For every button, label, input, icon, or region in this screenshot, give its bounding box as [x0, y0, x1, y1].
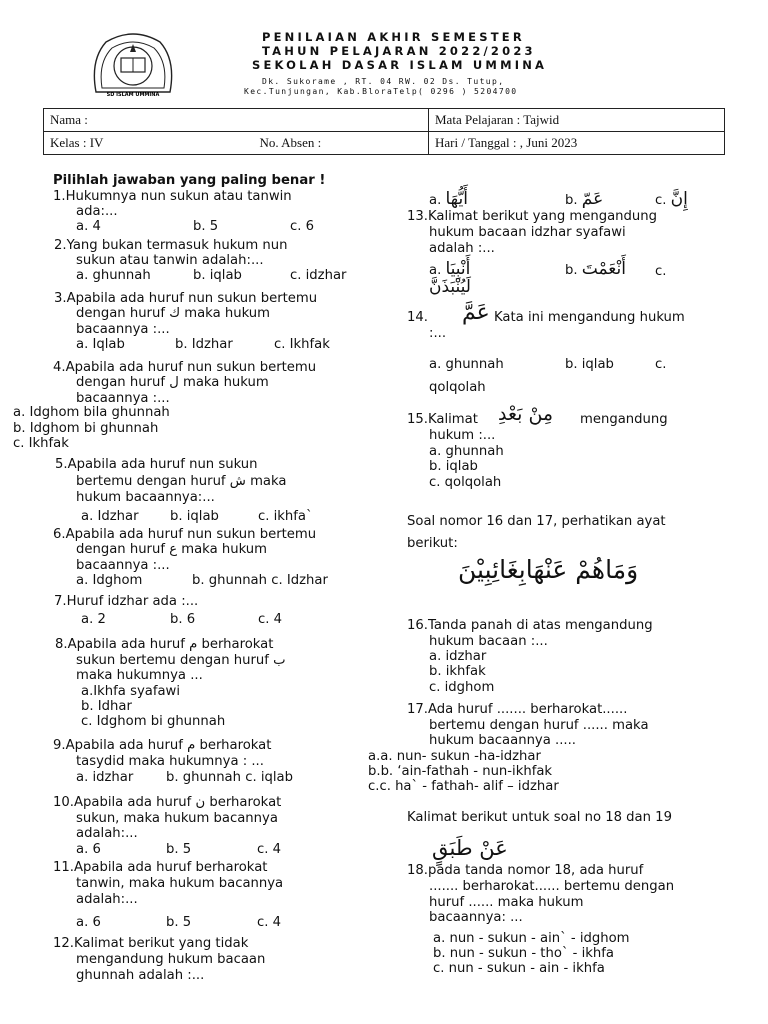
- option-14a[interactable]: a. ghunnah: [429, 357, 504, 372]
- question-6-cont: dengan huruf ع maka hukum: [76, 542, 268, 557]
- option-10a[interactable]: a. 6: [76, 842, 101, 857]
- kelas-absen-field[interactable]: [44, 132, 429, 155]
- question-4-cont: dengan huruf ل maka hukum: [76, 375, 269, 390]
- question-7: 7.Huruf idzhar ada :...: [54, 594, 199, 609]
- option-14b[interactable]: b. iqlab: [565, 357, 614, 372]
- option-14c-cont: qolqolah: [429, 380, 486, 395]
- option-3c[interactable]: c. Ikhfak: [274, 337, 330, 352]
- option-8b[interactable]: b. Idhar: [81, 699, 132, 714]
- option-12a-arabic: أَيُّهَا: [445, 189, 468, 209]
- option-2c[interactable]: c. idzhar: [290, 268, 347, 283]
- option-10b[interactable]: b. 5: [166, 842, 192, 857]
- question-13-cont: hukum bacaan idzhar syafawi: [429, 225, 626, 240]
- option-12a-letter: a.: [429, 193, 442, 208]
- option-18c[interactable]: c. nun - sukun - ain - ikhfa: [433, 961, 605, 976]
- logo-text: SD ISLAM UMMINA: [106, 92, 160, 98]
- option-6bc[interactable]: b. ghunnah c. Idzhar: [192, 573, 328, 588]
- option-11b[interactable]: b. 5: [166, 915, 192, 930]
- address-line-1: Dk. Sukorame , RT. 04 RW. 02 Ds. Tutup,: [262, 77, 505, 86]
- option-12b[interactable]: [565, 189, 604, 209]
- header-line-1: PENILAIAN AKHIR SEMESTER: [262, 30, 525, 44]
- option-6a[interactable]: a. Idghom: [76, 573, 143, 588]
- question-18: 18.pada tanda nomor 18, ada huruf: [407, 863, 644, 878]
- option-7a[interactable]: a. 2: [81, 612, 106, 627]
- absen-label: No. Absen :: [259, 135, 322, 150]
- question-13-cont2: adalah :...: [429, 241, 495, 256]
- school-logo: [86, 30, 180, 102]
- option-10c[interactable]: c. 4: [257, 842, 282, 857]
- question-5: 5.Apabila ada huruf nun sukun: [55, 457, 258, 472]
- option-15b[interactable]: b. iqlab: [429, 459, 478, 474]
- question-8: 8.Apabila ada huruf م berharokat: [55, 637, 274, 652]
- soal-16-17-intro-cont: berikut:: [407, 536, 458, 551]
- option-9a[interactable]: a. idzhar: [76, 770, 134, 785]
- instruction: Pilihlah jawaban yang paling benar !: [53, 173, 326, 188]
- question-15-cont2: hukum :...: [429, 428, 496, 443]
- question-5-cont: bertemu dengan huruf ش maka: [76, 474, 287, 489]
- option-17a[interactable]: a.a. nun- sukun -ha-idzhar: [368, 749, 541, 764]
- option-14c[interactable]: c.: [655, 357, 667, 372]
- question-13: 13.Kalimat berikut yang mengandung: [407, 209, 658, 224]
- question-18-cont: ....... berharokat...... bertemu dengan: [429, 879, 675, 894]
- question-9-cont: tasydid maka hukumnya : ...: [76, 754, 264, 769]
- question-17: 17.Ada huruf ....... berharokat......: [407, 702, 628, 717]
- option-4c[interactable]: c. Ikhfak: [13, 436, 69, 451]
- question-10-cont: sukun, maka hukum bacannya: [76, 811, 278, 826]
- question-2-cont: sukun atau tanwin adalah:...: [76, 253, 264, 268]
- option-13c-letter[interactable]: c.: [655, 264, 667, 279]
- option-16b[interactable]: b. ikhfak: [429, 664, 486, 679]
- option-13a-arabic: أَنْبِيَا: [445, 259, 471, 279]
- option-18a[interactable]: a. nun - sukun - ain` - idghom: [433, 931, 630, 946]
- option-12a[interactable]: [429, 189, 468, 209]
- question-8-cont2: maka hukumnya ...: [76, 668, 203, 683]
- question-16-cont: hukum bacaan :...: [429, 634, 548, 649]
- option-12c-arabic: إِنَّ: [670, 189, 688, 209]
- option-2a[interactable]: a. ghunnah: [76, 268, 151, 283]
- option-12c[interactable]: [655, 189, 688, 209]
- question-5-cont2: hukum bacaannya:...: [76, 490, 215, 505]
- option-13c-arabic: لَيُنْبَذَنَّ: [429, 277, 471, 297]
- option-5b[interactable]: b. iqlab: [170, 509, 219, 524]
- question-17-cont: bertemu dengan huruf ...... maka: [429, 718, 649, 733]
- question-3-cont2: bacaannya :...: [76, 322, 170, 337]
- option-4b[interactable]: b. Idghom bi ghunnah: [13, 421, 159, 436]
- option-2b[interactable]: b. iqlab: [193, 268, 242, 283]
- option-1a[interactable]: a. 4: [76, 219, 101, 234]
- option-1c[interactable]: c. 6: [290, 219, 315, 234]
- option-15a[interactable]: a. ghunnah: [429, 444, 504, 459]
- address-line-2: Kec.Tunjungan, Kab.BloraTelp( 0296 ) 5204700: [244, 87, 518, 96]
- option-16c[interactable]: c. idghom: [429, 680, 495, 695]
- question-15: 15.Kalimat: [407, 412, 478, 427]
- question-8-cont: sukun bertemu dengan huruf ب: [76, 653, 286, 668]
- option-13b-letter: b.: [565, 263, 578, 278]
- question-4: 4.Apabila ada huruf nun sukun bertemu: [53, 360, 317, 375]
- question-18-cont2: huruf ...... maka hukum: [429, 895, 584, 910]
- question-3: 3.Apabila ada huruf nun sukun bertemu: [54, 291, 318, 306]
- student-info-table: [43, 108, 725, 155]
- question-15-cont: mengandung: [580, 412, 668, 427]
- question-3-cont: dengan huruf ك maka hukum: [76, 306, 271, 321]
- question-12: 12.Kalimat berikut yang tidak: [53, 936, 249, 951]
- question-17-cont2: hukum bacaannya .....: [429, 733, 576, 748]
- question-11-cont: tanwin, maka hukum bacannya: [76, 876, 284, 891]
- option-13b[interactable]: [565, 259, 626, 279]
- question-11-cont2: adalah:...: [76, 892, 138, 907]
- option-15c[interactable]: c. qolqolah: [429, 475, 502, 490]
- option-3b[interactable]: b. Idzhar: [175, 337, 233, 352]
- question-1: 1.Hukumnya nun sukun atau tanwin: [53, 189, 292, 204]
- option-1b[interactable]: b. 5: [193, 219, 219, 234]
- question-10-cont2: adalah:...: [76, 826, 138, 841]
- question-1-cont: ada:...: [76, 204, 118, 219]
- option-8a[interactable]: a.Ikhfa syafawi: [81, 684, 181, 699]
- soal-18-19-intro: Kalimat berikut untuk soal no 18 dan 19: [407, 810, 672, 825]
- option-17b[interactable]: b.b. ‘ain-fathah - nun-ikhfak: [368, 764, 553, 779]
- soal-18-arabic: عَنْ طَبَقٍ: [432, 836, 508, 860]
- soal-16-17-intro: Soal nomor 16 dan 17, perhatikan ayat: [407, 514, 666, 529]
- option-12c-letter: c.: [655, 193, 667, 208]
- question-14: Kata ini mengandung hukum: [494, 310, 685, 325]
- ayat-arabic: وَمَاهُمْ عَنْهَابِغَائِبِيْنَ: [458, 555, 639, 584]
- tanggal-field[interactable]: Hari / Tanggal : , Juni 2023: [429, 132, 725, 155]
- option-11a[interactable]: a. 6: [76, 915, 101, 930]
- question-6: 6.Apabila ada huruf nun sukun bertemu: [53, 527, 317, 542]
- option-11c[interactable]: c. 4: [257, 915, 282, 930]
- question-10: 10.Apabila ada huruf ن berharokat: [53, 795, 282, 810]
- option-17c[interactable]: c.c. ha` - fathah- alif – idzhar: [368, 779, 559, 794]
- option-18b[interactable]: b. nun - sukun - tho` - ikhfa: [433, 946, 615, 961]
- question-14-cont: :...: [429, 326, 447, 341]
- mata-pelajaran-field: Mata Pelajaran : Tajwid: [429, 109, 725, 132]
- question-6-cont2: bacaannya :...: [76, 558, 170, 573]
- option-8c[interactable]: c. Idghom bi ghunnah: [81, 714, 226, 729]
- question-14-number: 14.: [407, 310, 428, 325]
- kelas-label: Kelas : IV: [50, 135, 104, 150]
- option-13a-letter: a.: [429, 263, 442, 278]
- option-4a[interactable]: a. Idghom bila ghunnah: [13, 405, 170, 420]
- option-3a[interactable]: a. Iqlab: [76, 337, 125, 352]
- option-12b-letter: b.: [565, 193, 578, 208]
- option-5a[interactable]: a. Idzhar: [81, 509, 139, 524]
- question-11: 11.Apabila ada huruf berharokat: [53, 860, 268, 875]
- option-13b-arabic: أَنْعَمْتَ: [581, 259, 626, 279]
- question-12-cont2: ghunnah adalah :...: [76, 968, 205, 983]
- option-12b-arabic: عَمّ: [581, 189, 604, 209]
- question-18-cont3: bacaannya: ...: [429, 910, 523, 925]
- question-14-arabic: عَمَّ: [462, 300, 490, 325]
- question-4-cont2: bacaannya :...: [76, 391, 170, 406]
- option-7c[interactable]: c. 4: [258, 612, 283, 627]
- option-7b[interactable]: b. 6: [170, 612, 196, 627]
- question-2: 2.Yang bukan termasuk hukum nun: [54, 238, 288, 253]
- header-line-3: SEKOLAH DASAR ISLAM UMMINA: [252, 58, 548, 72]
- question-9: 9.Apabila ada huruf م berharokat: [53, 738, 272, 753]
- header-line-2: TAHUN PELAJARAN 2022/2023: [262, 44, 536, 58]
- question-16: 16.Tanda panah di atas mengandung: [407, 618, 653, 633]
- option-16a[interactable]: a. idzhar: [429, 649, 487, 664]
- question-12-cont: mengandung hukum bacaan: [76, 952, 266, 967]
- option-9bc[interactable]: b. ghunnah c. iqlab: [166, 770, 293, 785]
- question-15-arabic: مِنْ بَعْدِ: [498, 403, 554, 425]
- option-5c[interactable]: c. ikhfa`: [258, 509, 313, 524]
- nama-field[interactable]: Nama :: [44, 109, 429, 132]
